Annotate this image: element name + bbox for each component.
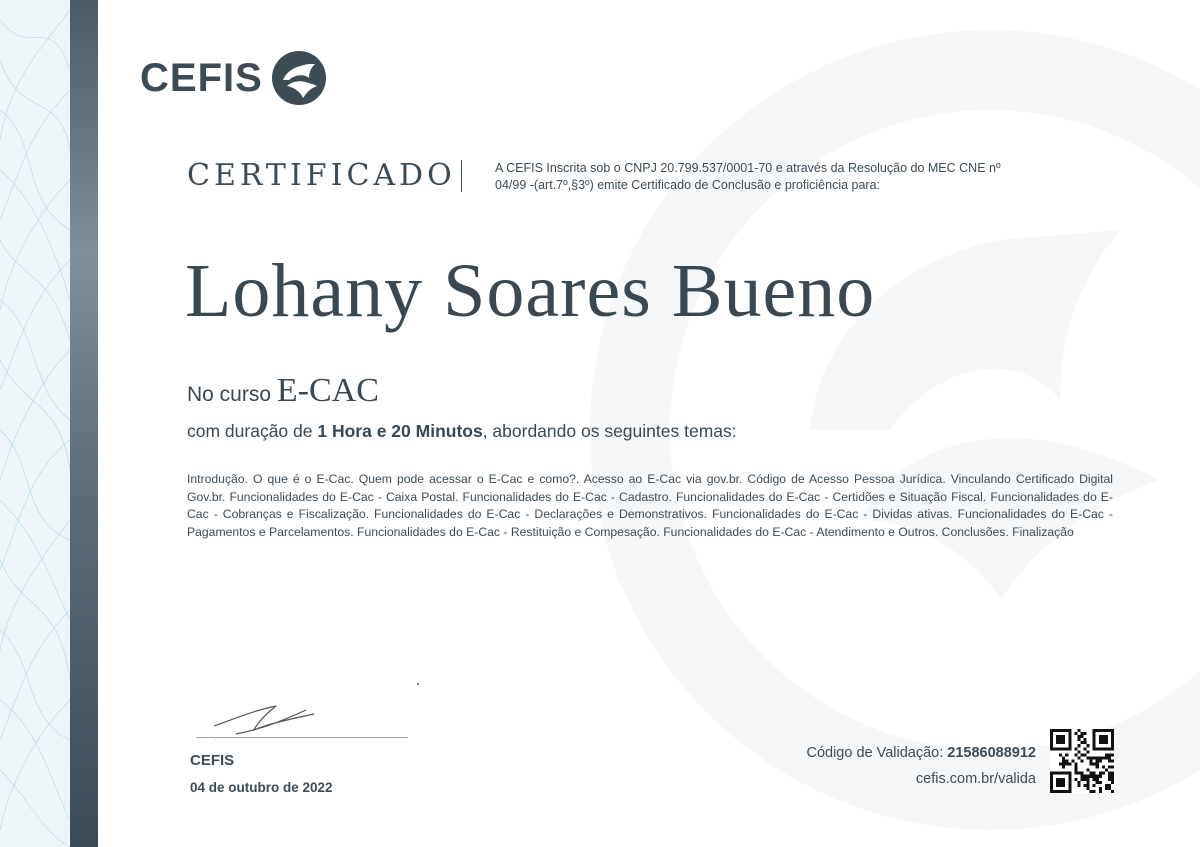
cefis-logo-mark-icon [271,50,327,106]
duration-value: 1 Hora e 20 Minutos [317,421,483,441]
course-prefix: No curso [187,383,272,406]
validation-label: Código de Validação: [806,745,944,761]
validation-url[interactable]: cefis.com.br/valida [915,771,1036,787]
course-name: E-CAC [276,372,379,409]
duration-suffix: , abordando os seguintes temas: [482,421,737,441]
signatory-name: CEFIS [190,752,235,769]
decorative-pattern-strip [0,0,70,847]
validation-code: 21586088912 [947,745,1036,761]
certificate-title: CERTIFICADO [187,158,456,193]
decorative-side-bar [70,0,98,847]
signature-line [196,737,408,738]
course-topics: Introdução. O que é o E-Cac. Quem pode acessar o E-Cac e como?. Acesso ao E-Cac via gov.br. Código de Acesso Pessoa Jurídica. Vinculando Certificado Digital Gov.br. Funcionalidades do E-Cac - Caixa Postal. Funcionalidades do E-Cac - Cadastro. Funcionalidades do E-Cac - Certidões e Situação Fiscal. Funcionalidades do E-Cac - Cobranças e Fiscalização. Funcionalidades do E-Cac - Declarações e Demonstrativos. Funcionalidades do E-Cac - Dividas ativas. Funcionalidades do E-Cac - Pagamentos e Parcelamentos. Funcionalidades do E-Cac - Restituição e Compesação. Funcionalidades do E-Cac - Atendimento e Outros. Conclusões. Finalização [187,472,1113,539]
recipient-name: Lohany Soares Bueno [185,249,876,333]
duration-prefix: com duração de [187,421,313,441]
validation-code-line [806,740,1036,766]
course-line [187,372,379,410]
issue-date: 04 de outubro de 2022 [190,780,333,795]
title-divider [461,160,462,192]
logo-text: CEFIS [140,55,263,100]
handwritten-signature-icon [196,680,426,740]
certificate-intro: A CEFIS Inscrita sob o CNPJ 20.799.537/0001-70 e através da Resolução do MEC CNE nº 04/99 -(art.7º,§3º) emite Certificado de Conclusão e proficiência para: [495,161,1001,192]
duration-line [187,421,737,442]
qr-code-icon[interactable] [1050,729,1114,793]
validation-block [806,740,1036,792]
cefis-logo [140,50,327,106]
